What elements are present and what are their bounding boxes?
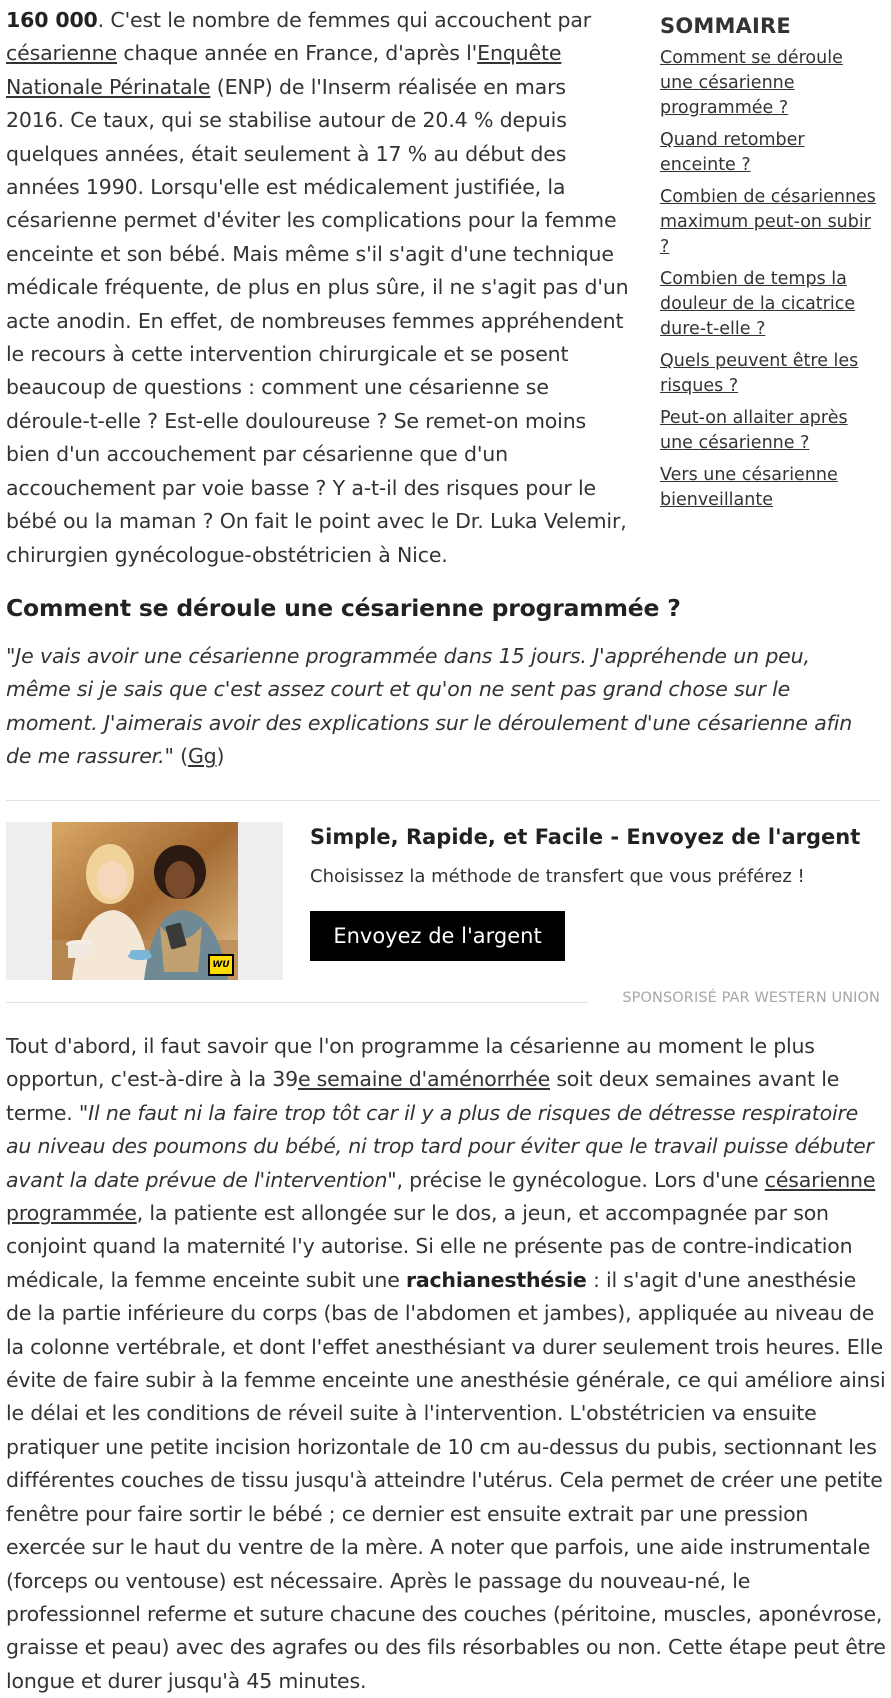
send-money-button[interactable]: Envoyez de l'argent (310, 911, 565, 961)
sommaire-link-retomber-enceinte[interactable]: Quand retomber enceinte ? (660, 130, 805, 175)
enp-link[interactable]: Enquête Nationale Périnatale (6, 41, 562, 99)
reader-question: "Je vais avoir une césarienne programmée dans 15 jours. J'appréhende un peu, même si je sais que c'est assez court et qu'on ne sent pas grand chose sur le moment. J'aimerais avoir des explications sur le déroulement d'une césarienne afin de me rassurer." (Gg) (6, 644, 853, 769)
amenorrhee-link[interactable]: e semaine d'aménorrhée (297, 1067, 551, 1092)
sommaire-item (660, 463, 880, 513)
sommaire-link-combien-cesariennes[interactable]: Combien de césariennes maximum peut-on subir ? (660, 187, 876, 257)
sommaire-item (660, 267, 880, 342)
cesarienne-link[interactable]: césarienne (6, 41, 117, 66)
western-union-logo: WU (208, 954, 234, 976)
sommaire-item (660, 46, 880, 121)
ad-photo[interactable] (52, 822, 238, 980)
sommaire-link-risques[interactable]: Quels peuvent être les risques ? (660, 351, 859, 396)
sponsored-ad[interactable] (6, 822, 880, 980)
sommaire-link-douleur-cicatrice[interactable]: Combien de temps la douleur de la cicatrice dure-t-elle ? (660, 269, 856, 339)
sommaire-item (660, 406, 880, 456)
sponsor-divider (6, 1002, 588, 1003)
section-heading: Comment se déroule une césarienne programmée ? (6, 594, 681, 622)
table-of-contents (660, 14, 880, 520)
body-paragraph: Tout d'abord, il faut savoir que l'on programme la césarienne au moment le plus opportun, c'est-à-dire à la 39e semaine d'aménorrhée soit deux semaines avant le terme. "Il ne faut ni la faire trop tôt car il y a plus de risques de détresse respiratoire au niveau des poumons du bébé, ni trop tard pour éviter que le travail puisse débuter avant la date prévue de l'intervention", précise le gynécologue. Lors d'une césarienne programmée, la patiente est allongée sur le dos, a jeun, et accompagnée par son conjoint quand la maternité l'y autorise. Si elle ne présente pas de contre-indication médicale, la femme enceinte subit une rachianesthésie : il s'agit d'une anesthésie de la partie inférieure du corps (bas de l'abdomen et jambes), appliquée au niveau de la colonne vertébrale, et dont l'effet anesthésiant va durer seulement trois heures. Elle évite de faire subir à la femme enceinte une anesthésie générale, ce qui améliore ainsi le délai et les conditions de réveil suite à l'intervention. L'obstétricien va ensuite pratiquer une petite incision horizontale de 10 cm au-dessus du pubis, sectionnant les différentes couches de tissu jusqu'à atteindre l'utérus. Cela permet de créer une petite fenêtre pour faire sortir le bébé ; ce dernier est ensuite extrait par une pression exercée sur le haut du ventre de la mère. A noter que parfois, une aide instrumentale (forceps ou ventouse) est nécessaire. Après le passage du nouveau-né, le professionnel referme et suture chacune des couches (péritoine, muscles, aponévrose, graisse et peau) avec des agrafes ou des fils résorbables ou non. Cette étape peut être longue et durer jusqu'à 45 minutes. (6, 1034, 886, 1693)
ad-title[interactable]: Simple, Rapide, et Facile - Envoyez de l'argent (310, 825, 861, 849)
sponsor-label[interactable]: SPONSORISÉ PAR WESTERN UNION (622, 990, 880, 1006)
sommaire-link-deroulement[interactable]: Comment se déroule une césarienne programmée ? (660, 48, 843, 118)
sommaire-title: SOMMAIRE (660, 14, 791, 38)
intro-text: 160 000. C'est le nombre de femmes qui accouchent par césarienne chaque année en France, d'après l'Enquête Nationale Périnatale (ENP) de l'Inserm réalisée en mars 2016. Ce taux, qui se stabilise autour de 20.4 % depuis quelques années, était seulement à 17 % au début des années 1990. Lorsqu'elle est médicalement justifiée, la césarienne permet d'éviter les complications pour la femme enceinte et son bébé. Mais même s'il s'agit d'une technique médicale fréquente, de plus en plus sûre, il ne s'agit pas d'un acte anodin. En effet, de nombreuses femmes appréhendent le recours à cette intervention chirurgicale et se posent beaucoup de questions : comment une césarienne se déroule-t-elle ? Est-elle douloureuse ? Se remet-on moins bien d'un accouchement par césarienne que d'un accouchement par voie basse ? Y a-t-il des risques pour le bébé ou la maman ? On fait le point avec le Dr. Luka Velemir, chirurgien gynécologue-obstétricien à Nice. (6, 8, 629, 567)
ad-image-container[interactable] (6, 822, 283, 980)
sommaire-link-allaiter[interactable]: Peut-on allaiter après une césarienne ? (660, 408, 848, 453)
sommaire-list (660, 46, 880, 513)
question-author-link[interactable]: Gg (187, 744, 217, 769)
sommaire-link-bienveillante[interactable]: Vers une césarienne bienveillante (660, 465, 838, 510)
gynecologist-quote: Il ne faut ni la faire trop tôt car il y a plus de risques de détresse respiratoire au niveau des poumons du bébé, ni trop tard pour éviter que le travail puisse débuter avant la date prévue de l'intervention (6, 1100, 874, 1192)
sommaire-item (660, 128, 880, 178)
question-text: Je vais avoir une césarienne programmée dans 15 jours. J'appréhende un peu, même si je sais que c'est assez court et qu'on ne sent pas grand chose sur le moment. J'aimerais avoir des explications sur le déroulement d'une césarienne afin de me rassurer. (6, 644, 853, 769)
ad-divider-top (6, 800, 880, 801)
rachianesthesie-term: rachianesthésie (405, 1267, 587, 1292)
cesarienne-programmee-link[interactable]: césarienne programmée (6, 1167, 876, 1226)
intro-paragraph (6, 4, 630, 572)
sommaire-item (660, 185, 880, 260)
ad-description: Choisissez la méthode de transfert que vous préférez ! (310, 866, 805, 887)
lead-number: 160 000 (6, 8, 98, 32)
sommaire-item (660, 349, 880, 399)
